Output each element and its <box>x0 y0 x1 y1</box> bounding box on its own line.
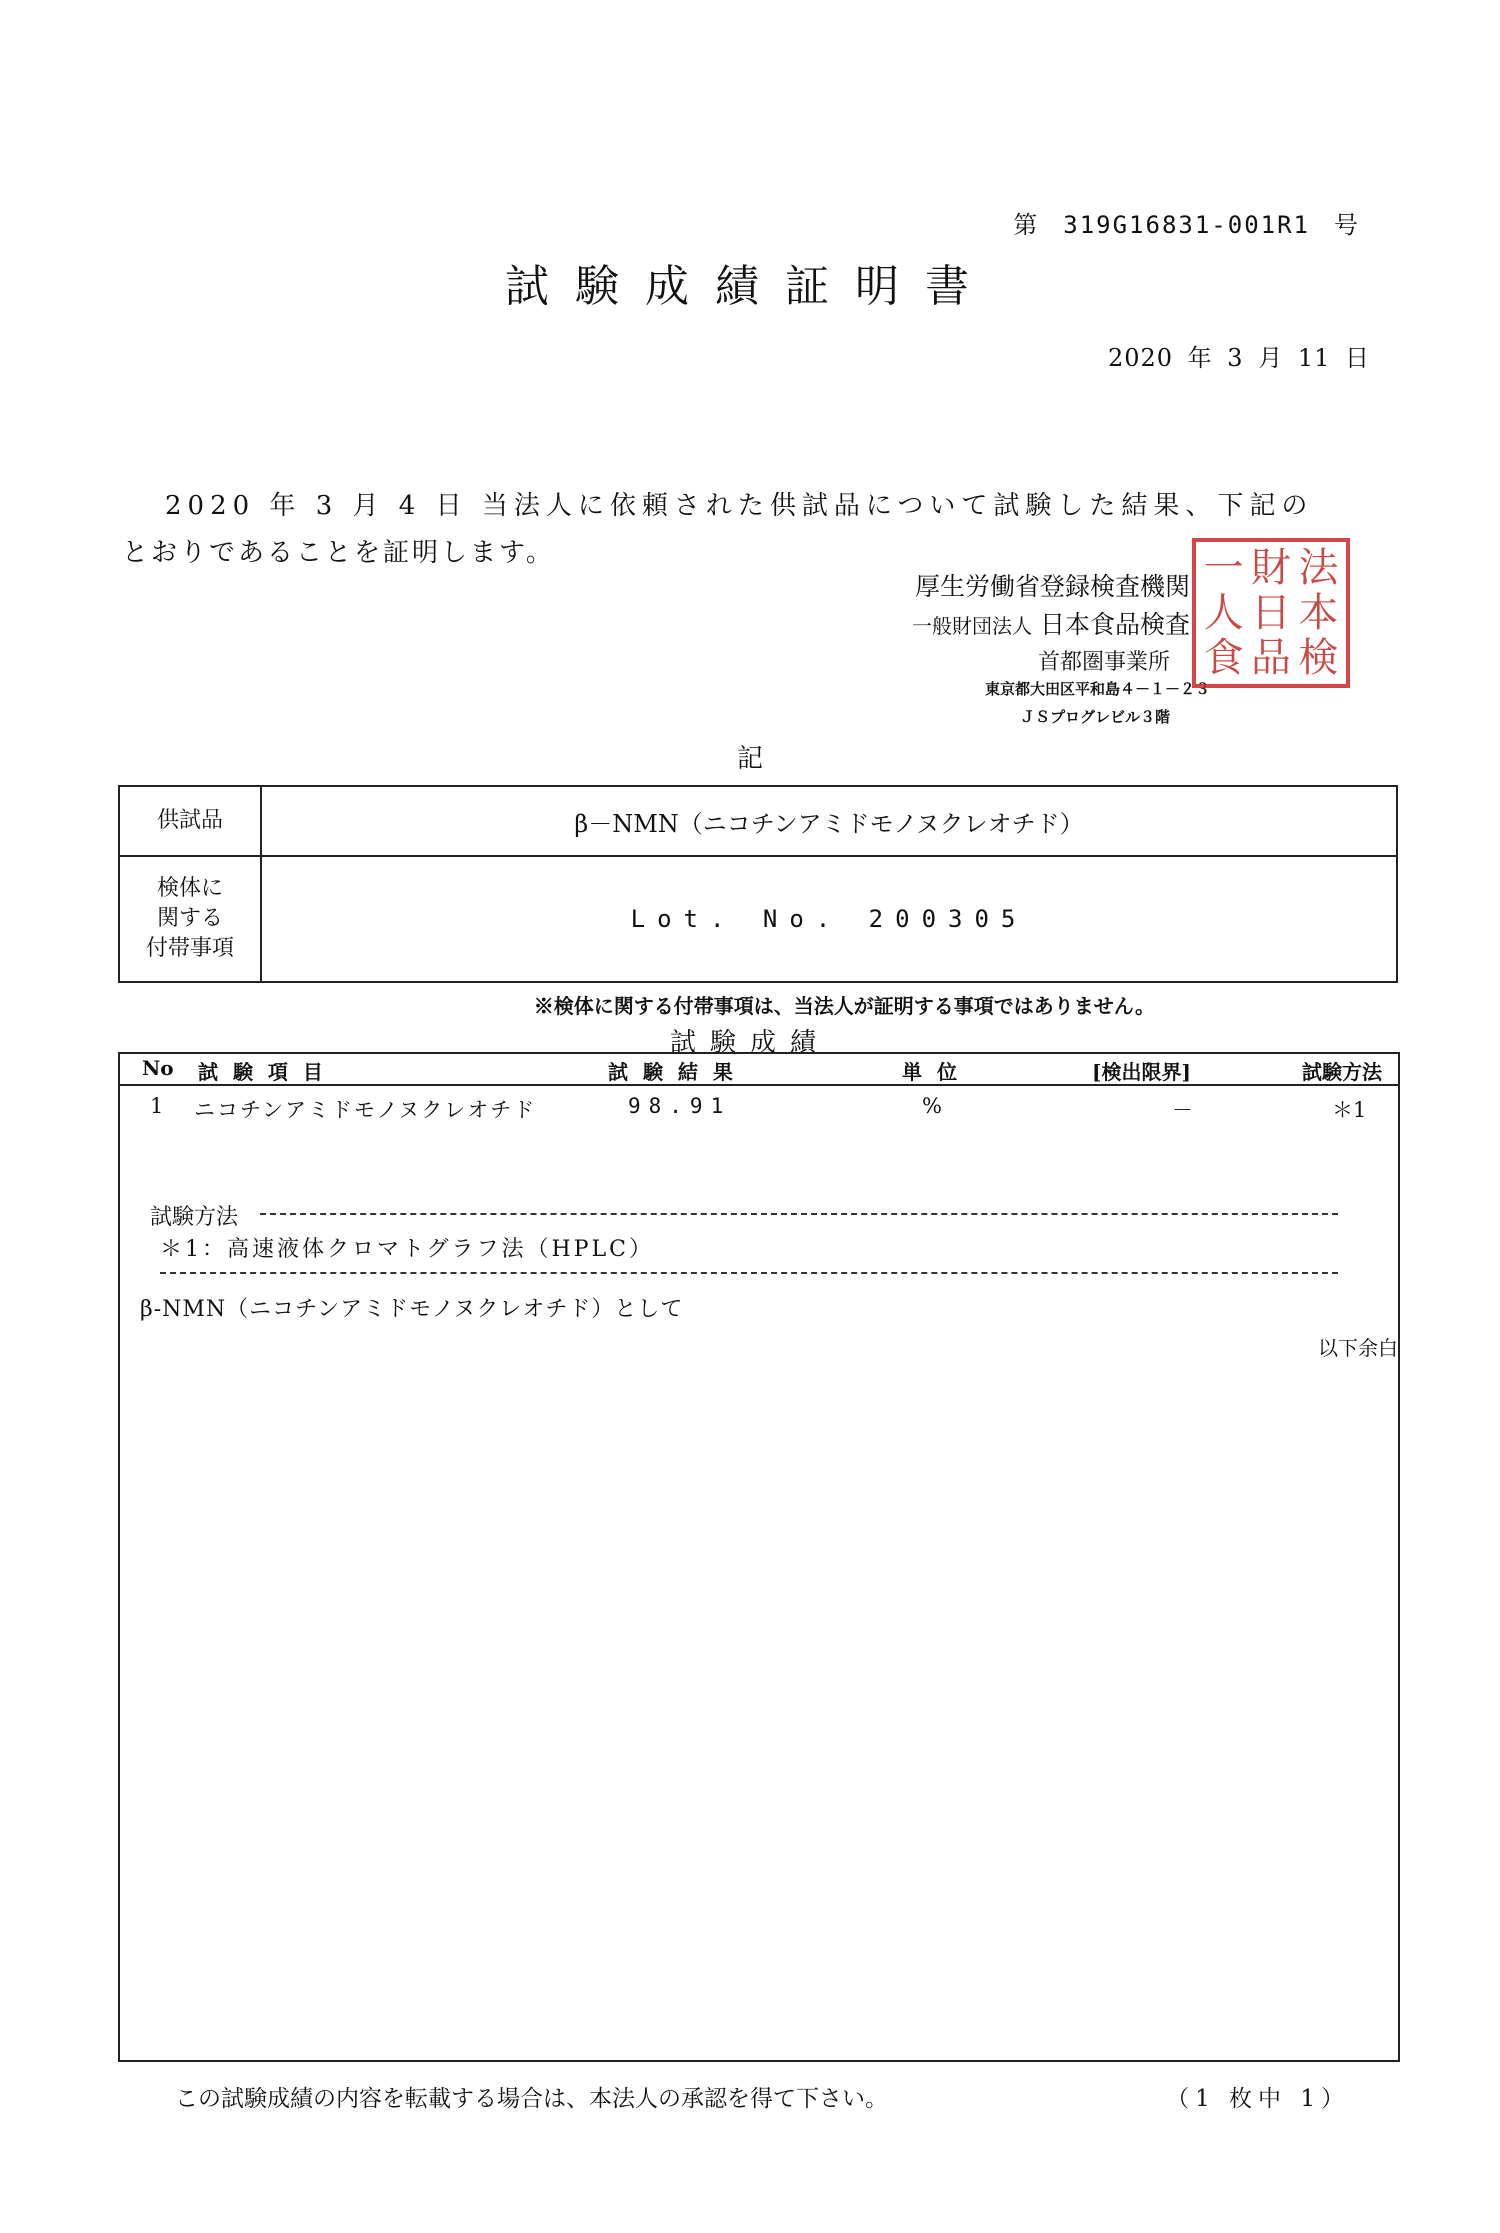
seal-char: 本 <box>1298 589 1339 636</box>
seal-char: 品 <box>1250 634 1291 681</box>
row-method: ＊1 <box>1332 1098 1367 1122</box>
issuer-org-type: 一般財団法人 <box>912 614 1033 638</box>
document-number <box>1013 205 1360 240</box>
document-number-suffix: 号 <box>1334 211 1360 239</box>
header-limit: [検出限界] <box>1092 1060 1191 1084</box>
sample-notes-label-line: 関する <box>156 906 223 931</box>
footer-note: この試験成績の内容を転載する場合は、本法人の承認を得て下さい。 <box>175 2086 888 2112</box>
issuer-org-name: 日本食品検査 <box>1039 610 1190 639</box>
method-item: ＊1：高速液体クロマトグラフ法（HPLC） <box>160 1237 654 1262</box>
sample-value: β－NMN（ニコチンアミドモノヌクレオチド） <box>574 809 1084 838</box>
seal-char: 食 <box>1203 634 1244 681</box>
ika-yohaku: 以下余白 <box>1318 1336 1398 1360</box>
issuer-organization <box>912 605 1190 641</box>
document-title: 試験成績証明書 <box>505 261 995 312</box>
issue-date: 2020 年 3 月 11 日 <box>1107 344 1370 372</box>
seal-char: 法 <box>1298 545 1339 592</box>
seal-char: 一 <box>1203 545 1244 592</box>
lot-number <box>262 857 1396 981</box>
results-title: 試験成績 <box>669 1028 830 1058</box>
row-limit: － <box>1172 1098 1193 1122</box>
header-method: 試験方法 <box>1302 1060 1382 1084</box>
table-row <box>120 1086 1398 1126</box>
issuer-registration: 厚生労働省登録検査機関 <box>914 572 1190 601</box>
seal-char: 日 <box>1250 589 1291 636</box>
row-no: 1 <box>150 1094 164 1118</box>
page-count: （1 枚中 1） <box>1166 2086 1350 2112</box>
document-number-prefix: 第 <box>1013 211 1040 239</box>
sample-notes-label-line: 付帯事項 <box>145 936 234 961</box>
row-unit: % <box>922 1094 942 1118</box>
header-no: No <box>142 1056 174 1080</box>
sample-notes-label-line: 検体に <box>156 876 223 901</box>
divider <box>260 1213 1338 1215</box>
sample-row <box>120 787 1396 857</box>
issuer-office: 首都圏事業所 <box>1037 650 1170 675</box>
lot-number-text: Lot. No. 200305 <box>630 905 1028 933</box>
issuer-address: 東京都大田区平和島４－１－２３ <box>984 680 1210 698</box>
sample-notes-label <box>120 857 262 981</box>
results-table <box>118 1052 1400 2062</box>
sample-table <box>118 785 1398 983</box>
seal-char: 財 <box>1250 545 1291 592</box>
row-item: ニコチンアミドモノヌクレオチド <box>194 1098 537 1122</box>
sample-notes-row <box>120 857 1396 981</box>
seal-char: 検 <box>1298 634 1339 681</box>
header-item: 試 験 項 目 <box>198 1060 327 1084</box>
seal-char: 人 <box>1203 589 1244 636</box>
header-result: 試 験 結 果 <box>608 1060 737 1084</box>
disclaimer-note: ※検体に関する付帯事項は、当法人が証明する事項ではありません。 <box>533 994 1155 1018</box>
method-label: 試験方法 <box>150 1205 239 1230</box>
issuer-building: ＪＳプログレビル３階 <box>1019 708 1170 726</box>
divider <box>160 1272 1338 1274</box>
sample-label: 供試品 <box>120 787 262 855</box>
document-number-value: 319G16831-001R1 <box>1063 211 1310 239</box>
row-result: 98.91 <box>628 1094 732 1118</box>
results-header-row <box>120 1054 1398 1086</box>
ki-heading: 記 <box>736 744 763 774</box>
result-basis: β-NMN（ニコチンアミドモノヌクレオチド）として <box>140 1297 684 1322</box>
header-unit: 単 位 <box>902 1060 961 1084</box>
intro-line-2: とおりであることを証明します。 <box>122 538 555 568</box>
intro-line-1: 2020 年 3 月 4 日 当法人に依頼された供試品について試験した結果、下記の <box>165 491 1314 521</box>
official-seal <box>1192 538 1350 688</box>
